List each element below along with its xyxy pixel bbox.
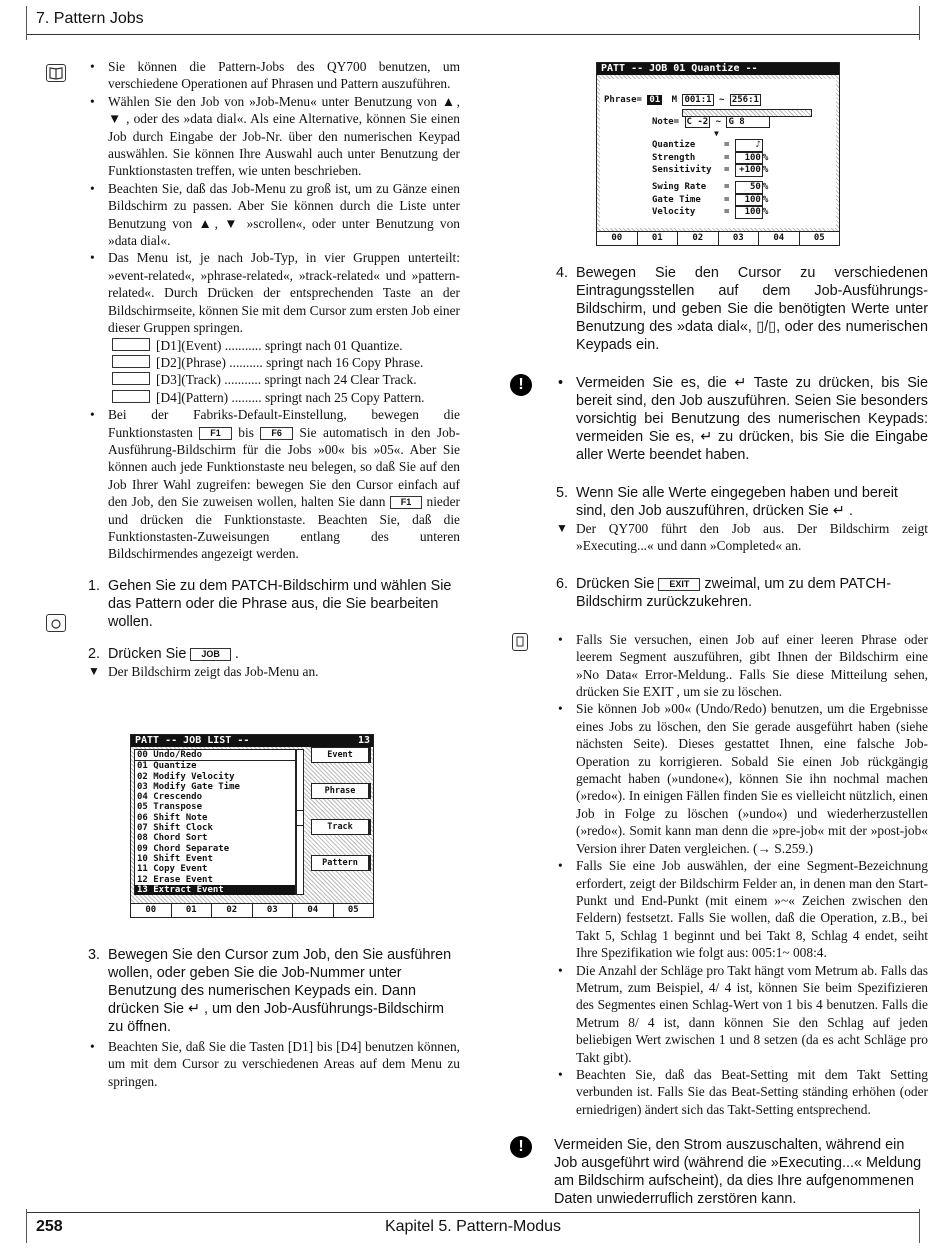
parameter-unit: % bbox=[762, 194, 769, 205]
jump-list bbox=[40, 337, 460, 407]
parameter-value[interactable]: 100 bbox=[735, 194, 763, 207]
warning-text: • Vermeiden Sie es, die ↵ Taste zu drücken, bis Sie bereit sind, den Job auszuführen. Seien Sie besonders vorsichtig bei Benutzung des numerischen Keypads: vermeiden Sie es, ↵ zu drücken, bis Sie die Eingabe aller Werte beendet haben. bbox=[508, 374, 928, 464]
parameter-row: Velocity = 100 % bbox=[652, 207, 769, 217]
parameter-unit: % bbox=[762, 207, 769, 217]
job-list-item[interactable]: 11 Copy Event bbox=[137, 864, 208, 875]
d4-key-icon bbox=[112, 390, 150, 403]
f6-label[interactable]: 05 bbox=[347, 905, 359, 915]
job-list-item[interactable]: 02 Modify Velocity bbox=[137, 771, 235, 782]
parameter-unit: % bbox=[762, 152, 769, 163]
f5-label[interactable]: 04 bbox=[293, 904, 334, 917]
warning-icon: ! bbox=[510, 374, 532, 396]
jump-item: [D1](Event) ........... springt nach 01 Quantize. bbox=[112, 337, 460, 354]
bullet-item: • Das Menu ist, je nach Job-Typ, in vier Gruppen unterteilt: »event-related«, »phrase-related«, »track-related« und »pattern-related«. Durch Drücken der entsprechenden Taste an der Bildschirmseite, können Sie mit dem Cursor zum ersten Job einer dieser Gruppen springen. bbox=[40, 249, 460, 336]
scrollbar[interactable] bbox=[296, 749, 304, 895]
job-list-item[interactable]: 01 Quantize bbox=[137, 761, 197, 772]
bullet-item: • Bei der Fabriks-Default-Einstellung, bewegen die Funktionstasten F1 bis F6 Sie automatisch in den Job-Ausführung-Bildschirm für die Jobs »00« bis »05«. Aber Sie können auch jede Funktionstaste neu belegen, so daß Sie auf den Job Ihrer Wahl zugreifen: bewegen Sie den Cursor einfach auf den Job, den Sie zuweisen wollen, halten Sie dann F1 nieder und drücken die Funktionstaste. Beachten Sie, daß die Funktionstasten-Zuweisungen entlang des unteren Bildschirmendes angezeigt werden. bbox=[40, 406, 460, 563]
note-item: • Die Anzahl der Schläge pro Takt hängt vom Metrum ab. Falls das Metrum, zum Beispiel, 4/ 4 ist, können Sie beim Spezifizieren des Segmentes einen Schlag-Wert von 1 bis 4 benutzen. Falls die Metrum 8/ 4 ist, dann können Sie den Schlag auf jeden beliebigen Wert zwischen 1 und 8 setzen (da es acht Schläge pro Takt gibt). bbox=[508, 962, 928, 1066]
job-list-item[interactable]: 03 Modify Gate Time bbox=[137, 781, 240, 792]
section-title: 7. Pattern Jobs bbox=[36, 10, 144, 27]
f4-label[interactable]: 03 bbox=[253, 904, 294, 917]
quantize-screen: PATT -- JOB 01 Quantize -- Phrase= 01 M 001:1 ~ 256:1 Note= C -2 ~ G 8 ▼ Quantize = ♪ Strength = 100 % Sensitivity = +100 % Swing Rate = 50 % Gate Time = 100 % Velocity = 100 % 00 01 02 03 04 05 bbox=[596, 62, 840, 246]
parameter-label: Gate Time bbox=[652, 194, 701, 205]
note-item: • Falls Sie eine Job auswählen, der eine Segment-Bezeichnung erfordert, zeigt der Bildschirm Felder an, in denen man den Start-Punkt und End-Punkt (mit einem »~« Zeichen zwischen den Feldern) festsetzt. Falls Sie wollen, daß die Operation, z.B., bei Takt 5, Schlag 1 beginnt und bei Takt 8, Schlag 4 endet, seiht Ihre Spezifikation wie folgt aus: 005:1~ 008:4. bbox=[508, 857, 928, 961]
parameter-row: Gate Time = 100 % bbox=[652, 194, 769, 205]
parameter-value[interactable]: 100 bbox=[735, 152, 763, 165]
step-5-result: ▼ Der QY700 führt den Job aus. Der Bildschirm zeigt »Executing...« und dann »Completed« an. bbox=[556, 521, 928, 554]
bullet-item: • Sie können die Pattern-Jobs des QY700 benutzen, um verschiedene Operationen auf Phrasen und Pattern auszuführen. bbox=[40, 58, 460, 93]
bullet-item: • Beachten Sie, daß das Job-Menu zu groß ist, um zu Gänze einen Bildschirm zu passen. Aber Sie können durch die Liste unter Benutzung von ▲, ▼ »scrollen«, oder unter Benutzung von »data dial«. bbox=[40, 180, 460, 250]
f1-label[interactable]: 00 bbox=[597, 232, 638, 245]
track-button[interactable]: Track bbox=[311, 819, 371, 835]
d3-key-icon bbox=[112, 372, 150, 385]
job-list-screen: PATT -- JOB LIST -- 13 00 Undo/Redo 01 Quantize 02 Modify Velocity 03 Modify Gate Time 04 Crescendo 05 Transpose 06 Shift Note 07 Shift Clock 08 Chord Sort 09 Chord Separate 10 Shift Event 11 Copy Event 12 Erase Event 13 Extract Event Event Phrase Track Pattern 00 01 02 03 04 05 bbox=[130, 734, 374, 918]
function-key-bar bbox=[597, 231, 839, 245]
f2-label[interactable]: 01 bbox=[172, 904, 213, 917]
d2-key-icon bbox=[112, 355, 150, 368]
chapter-title: Kapitel 5. Pattern-Modus bbox=[384, 1218, 562, 1235]
job-key-icon: JOB bbox=[190, 648, 231, 661]
job-list-item[interactable]: 06 Shift Note bbox=[137, 812, 208, 823]
parameter-unit: % bbox=[762, 182, 769, 192]
step-1: 1. Gehen Sie zu dem PATCH-Bildschirm und wählen Sie das Pattern oder die Phrase aus, die Sie bearbeiten wollen. bbox=[88, 577, 452, 630]
job-list-item[interactable]: 12 Erase Event bbox=[137, 874, 213, 885]
function-key-bar bbox=[131, 903, 373, 917]
note-from-field[interactable]: C -2 bbox=[686, 117, 709, 127]
f4-label[interactable]: 03 bbox=[719, 232, 760, 245]
step-2: 2. Drücken Sie JOB . bbox=[88, 645, 239, 662]
job-list-item[interactable]: 13 Extract Event bbox=[135, 885, 295, 895]
jump-item: [D2](Phrase) .......... springt nach 16 Copy Phrase. bbox=[112, 354, 460, 371]
f3-label[interactable]: 02 bbox=[212, 904, 253, 917]
job-list-item[interactable]: 08 Chord Sort bbox=[137, 833, 208, 844]
step-4: 4. Bewegen Sie den Cursor zu verschiedenen Eintragungsstellen auf dem Job-Ausführungs-Bildschirm, und geben Sie die benötigten Werte unter Benutzung des »data dial«, ▯/▯, oder des numerischen Keypads ein. bbox=[556, 265, 928, 353]
phrase-button[interactable]: Phrase bbox=[311, 783, 371, 799]
event-button[interactable]: Event bbox=[311, 747, 371, 763]
f2-label[interactable]: 01 bbox=[638, 232, 679, 245]
step-3-block bbox=[40, 946, 460, 1090]
f6-label[interactable]: 05 bbox=[813, 233, 825, 243]
page-footer bbox=[26, 1212, 920, 1243]
range-from-field[interactable]: 001:1 bbox=[684, 95, 712, 105]
exit-key-icon: EXIT bbox=[658, 578, 700, 591]
parameter-label: Sensitivity bbox=[652, 165, 712, 175]
f6-key-icon: F6 bbox=[260, 427, 293, 440]
parameter-row: Sensitivity = +100 % bbox=[652, 165, 769, 175]
job-list-item[interactable]: 04 Crescendo bbox=[137, 792, 203, 803]
parameter-value[interactable]: 100 bbox=[735, 206, 763, 219]
pattern-button[interactable]: Pattern bbox=[311, 855, 371, 871]
bullet-item: • Wählen Sie den Job von »Job-Menu« unter Benutzung von ▲, ▼ , oder des »data dial«. Als eine Alternative, können Sie einen Job durch Eingabe der Job-Nr. über den numerischen Keypad auswählen. Sie können Ihre Auswahl auch unter Benutzung der Funktionstasten treffen, wie unten beschrieben. bbox=[40, 93, 460, 180]
note-item: • Falls Sie versuchen, einen Job auf einer leeren Phrase oder leerem Segment auszuführen, gibt Ihnen der Bildschirm eine »No Data« Error-Meldung.. Falls Sie diese Mitteilung sehen, drücken Sie EXIT , um sie zu löschen. bbox=[508, 631, 928, 701]
intro-bullets bbox=[40, 58, 460, 337]
parameter-value[interactable]: ♪ bbox=[735, 139, 763, 152]
page-number: 258 bbox=[36, 1218, 63, 1235]
note-to-field[interactable]: G 8 bbox=[726, 116, 770, 128]
notes-list bbox=[508, 631, 928, 1118]
job-list-item[interactable]: 09 Chord Separate bbox=[137, 843, 230, 854]
phrase-field[interactable]: 01 bbox=[649, 95, 661, 105]
job-list-item[interactable]: 05 Transpose bbox=[137, 802, 203, 813]
parameter-row: Quantize = ♪ bbox=[652, 140, 761, 150]
parameter-label: Quantize bbox=[652, 140, 696, 150]
job-list-item[interactable]: 00 Undo/Redo bbox=[135, 750, 295, 761]
parameter-value[interactable]: 50 bbox=[735, 181, 763, 194]
group-buttons bbox=[311, 747, 371, 871]
step-2-result: ▼ Der Bildschirm zeigt das Job-Menu an. bbox=[88, 663, 319, 679]
parameter-unit: % bbox=[762, 165, 769, 175]
parameter-label: Velocity bbox=[652, 207, 696, 217]
d1-key-icon bbox=[112, 338, 150, 351]
job-list[interactable] bbox=[134, 749, 296, 895]
parameter-row: Strength = 100 % bbox=[652, 152, 769, 163]
parameter-label: Swing Rate bbox=[652, 182, 707, 192]
power-warning: Vermeiden Sie, den Strom auszuschalten, während ein Job ausgeführt wird (während die »Executing...« Meldung am Bildschirm aufscheint), da dies Ihre aufgenommenen Daten unwiederruflich zerstören kann. bbox=[554, 1137, 922, 1208]
f1-key-icon: F1 bbox=[199, 427, 232, 440]
parameter-row: Swing Rate = 50 % bbox=[652, 182, 769, 192]
bullet-item: • Beachten Sie, daß Sie die Tasten [D1] bis [D4] benutzen können, um mit dem Cursor zu verschiedenen Areas auf dem Menu zu springen. bbox=[40, 1038, 460, 1090]
f1-key-icon: F1 bbox=[390, 496, 423, 509]
f3-label[interactable]: 02 bbox=[678, 232, 719, 245]
page-header bbox=[26, 6, 920, 35]
note-item: • Beachten Sie, daß das Beat-Setting mit dem Takt Setting verbunden ist. Falls Sie das Beat-Setting ständing erhöhen (oder erniedrigen) ändert sich das Takt-Setting entsprechend. bbox=[508, 1066, 928, 1118]
jump-item: [D4](Pattern) ......... springt nach 25 Copy Pattern. bbox=[112, 389, 460, 406]
job-list-item[interactable]: 07 Shift Clock bbox=[137, 823, 213, 834]
right-column bbox=[508, 264, 928, 1208]
step-3: 3. Bewegen Sie den Cursor zum Job, den Sie ausführen wollen, oder geben Sie die Job-Nummer unter Benutzung des numerischen Keypads ein. Dann drücken Sie ↵ , um den Job-Ausführungs-Bildschirm zu öffnen. bbox=[88, 947, 452, 1035]
step-5: 5. Wenn Sie alle Werte eingegeben haben und bereit sind, den Job auszuführen, drücken Sie ↵ . bbox=[556, 485, 898, 519]
left-column bbox=[40, 58, 460, 680]
parameter-value[interactable]: +100 bbox=[735, 164, 763, 177]
jump-item: [D3](Track) ........... springt nach 24 Clear Track. bbox=[112, 371, 460, 388]
warning-icon: ! bbox=[510, 1136, 532, 1158]
range-to-field[interactable]: 256:1 bbox=[731, 95, 759, 105]
f5-label[interactable]: 04 bbox=[759, 232, 800, 245]
step-6: 6. Drücken Sie EXIT zweimal, um zu dem PATCH-Bildschirm zurückzukehren. bbox=[556, 575, 891, 610]
note-item: • Sie können Job »00« (Undo/Redo) benutzen, um die Ergebnisse eines Jobs zu löschen, den Sie gerade ausgeführt haben (siehe nächsten Seite). Dieses gestattet Ihnen, eine falsche Job-Operation zu korrigieren. Sobald Sie einen Job rückgängig gemacht haben (»undone«), können Sie ihn nochmal machen (»redo«). In einigen Fällen finden Sie es vielleicht nützlich, einen Job in Folge zu löschen (»undo«) und wiederherzustellen (»redo«). Somit kann man denn die »pre-job« mit der »post-job« Version ihrer Daten vergleichen. (→ S.259.) bbox=[508, 700, 928, 857]
parameter-label: Strength bbox=[652, 152, 696, 163]
job-list-item[interactable]: 10 Shift Event bbox=[137, 853, 213, 864]
cursor-arrow-icon: ▼ bbox=[714, 129, 719, 138]
f1-label[interactable]: 00 bbox=[131, 904, 172, 917]
